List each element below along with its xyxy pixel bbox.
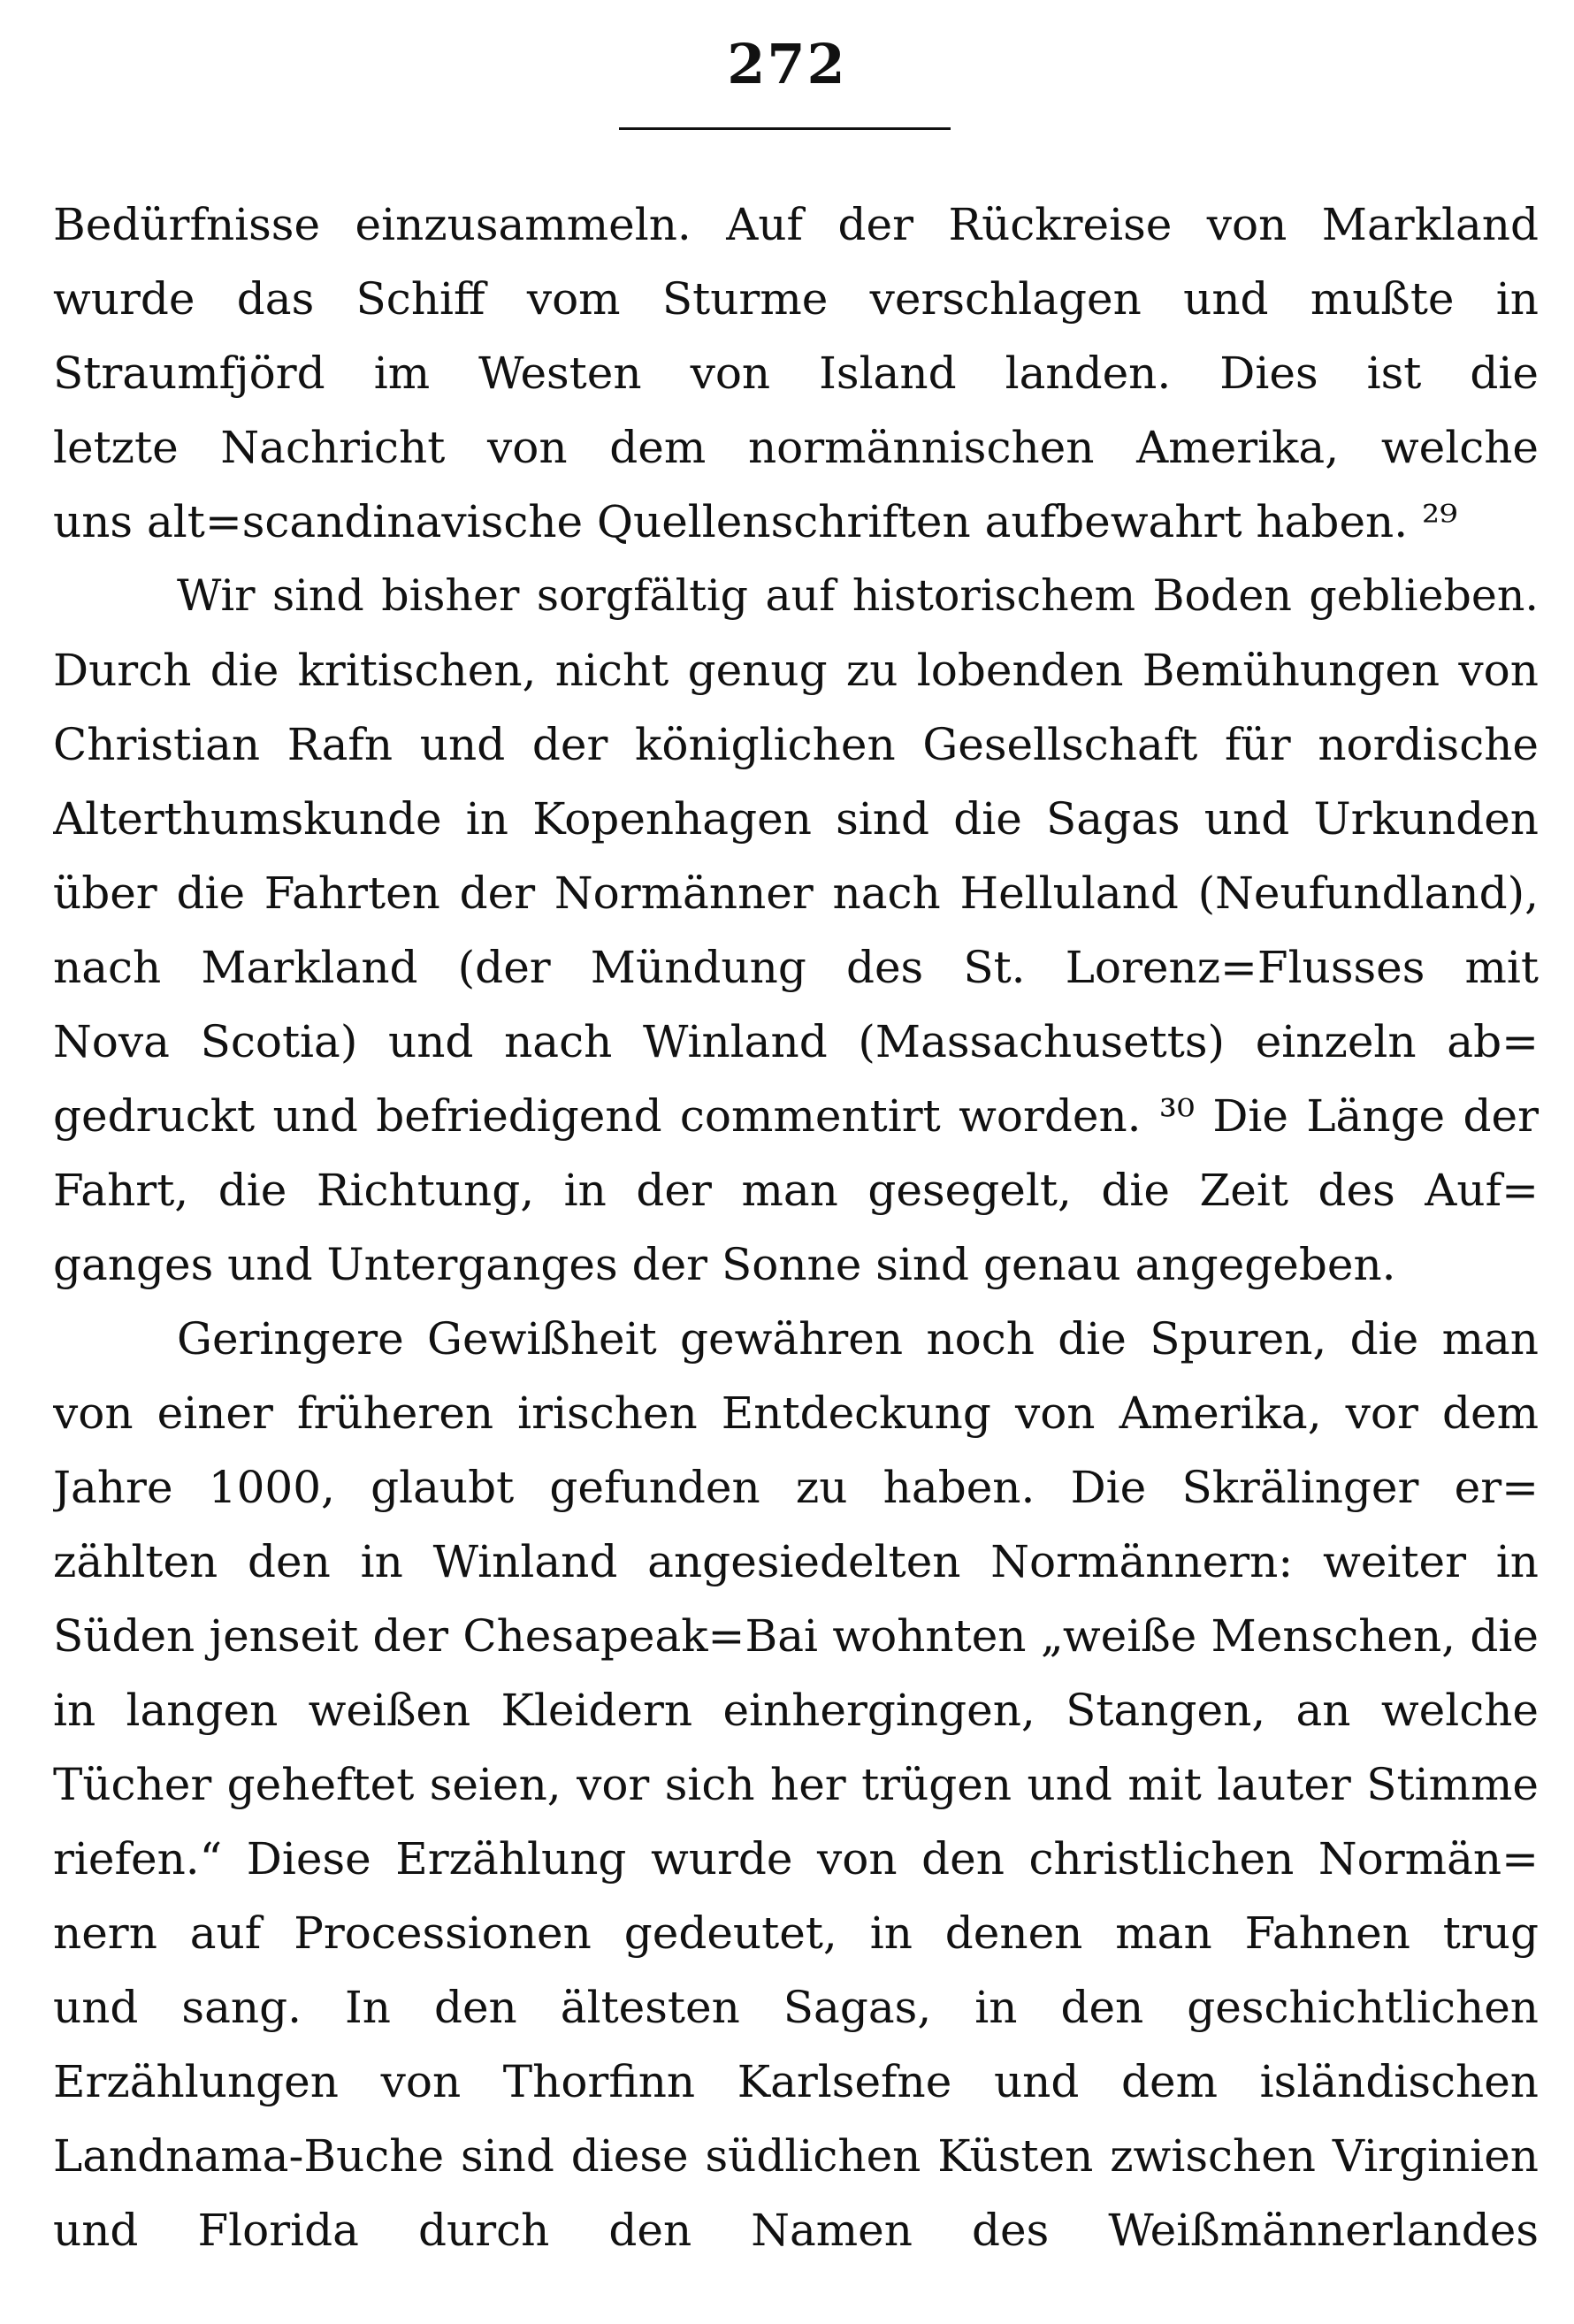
text-line: uns alt=scandinavische Quellenschriften aufbewahrt haben. ²⁹ [53, 496, 1458, 547]
text-line: von einer früheren irischen Entdeckung von Amerika, vor dem [53, 1388, 1539, 1439]
header-rule [619, 127, 951, 130]
text-line: Tücher geheftet seien, vor sich her trügen und mit lauter Stimme [53, 1759, 1539, 1810]
text-line: riefen.“ Diese Erzählung wurde von den christlichen Normän= [53, 1833, 1539, 1884]
text-line: Jahre 1000, glaubt gefunden zu haben. Die Skrälinger er= [53, 1462, 1539, 1513]
text-line: in langen weißen Kleidern einhergingen, Stangen, an welche [53, 1685, 1539, 1736]
text-line: und sang. In den ältesten Sagas, in den geschichtlichen [53, 1982, 1539, 2033]
text-line: gedruckt und befriedigend commentirt worden. ³⁰ Die Länge der [53, 1090, 1539, 1142]
text-line: Süden jenseit der Chesapeak=Bai wohnten „weiße Menschen, die [53, 1610, 1539, 1662]
text-line: Fahrt, die Richtung, in der man gesegelt, die Zeit des Auf= [53, 1165, 1539, 1216]
text-line: wurde das Schiff vom Sturme verschlagen und mußte in [53, 273, 1539, 325]
text-line: Landnama-Buche sind diese südlichen Küsten zwischen Virginien [53, 2130, 1539, 2182]
text-line: nach Markland (der Mündung des St. Lorenz=Flusses mit [53, 942, 1539, 993]
text-line: Alterthumskunde in Kopenhagen sind die Sagas und Urkunden [53, 793, 1539, 845]
text-line: Erzählungen von Thorfinn Karlsefne und dem isländischen [53, 2056, 1539, 2107]
text-line: über die Fahrten der Normänner nach Helluland (Neufundland), [53, 868, 1539, 919]
text-line: ganges und Unterganges der Sonne sind genau angegeben. [53, 1239, 1396, 1290]
page-number: 272 [727, 32, 847, 96]
body-text [53, 187, 1539, 2267]
text-line: Wir sind bisher sorgfältig auf historischem Boden geblieben. [177, 570, 1539, 621]
text-line: Bedürfnisse einzusammeln. Auf der Rückreise von Markland [53, 199, 1539, 250]
text-line: Nova Scotia) und nach Winland (Massachusetts) einzeln ab= [53, 1016, 1539, 1067]
text-line: nern auf Processionen gedeutet, in denen man Fahnen trug [53, 1907, 1539, 1959]
text-line: letzte Nachricht von dem normännischen Amerika, welche [53, 422, 1539, 473]
text-line: Geringere Gewißheit gewähren noch die Spuren, die man [177, 1313, 1539, 1365]
text-line: Straumfjörd im Westen von Island landen. Dies ist die [53, 348, 1539, 399]
text-line: und Florida durch den Namen des Weißmännerlandes [53, 2205, 1539, 2256]
text-line: zählten den in Winland angesiedelten Normännern: weiter in [53, 1536, 1539, 1587]
text-line: Durch die kritischen, nicht genug zu lobenden Bemühungen von [53, 645, 1539, 696]
text-line: Christian Rafn und der königlichen Gesellschaft für nordische [53, 719, 1539, 770]
